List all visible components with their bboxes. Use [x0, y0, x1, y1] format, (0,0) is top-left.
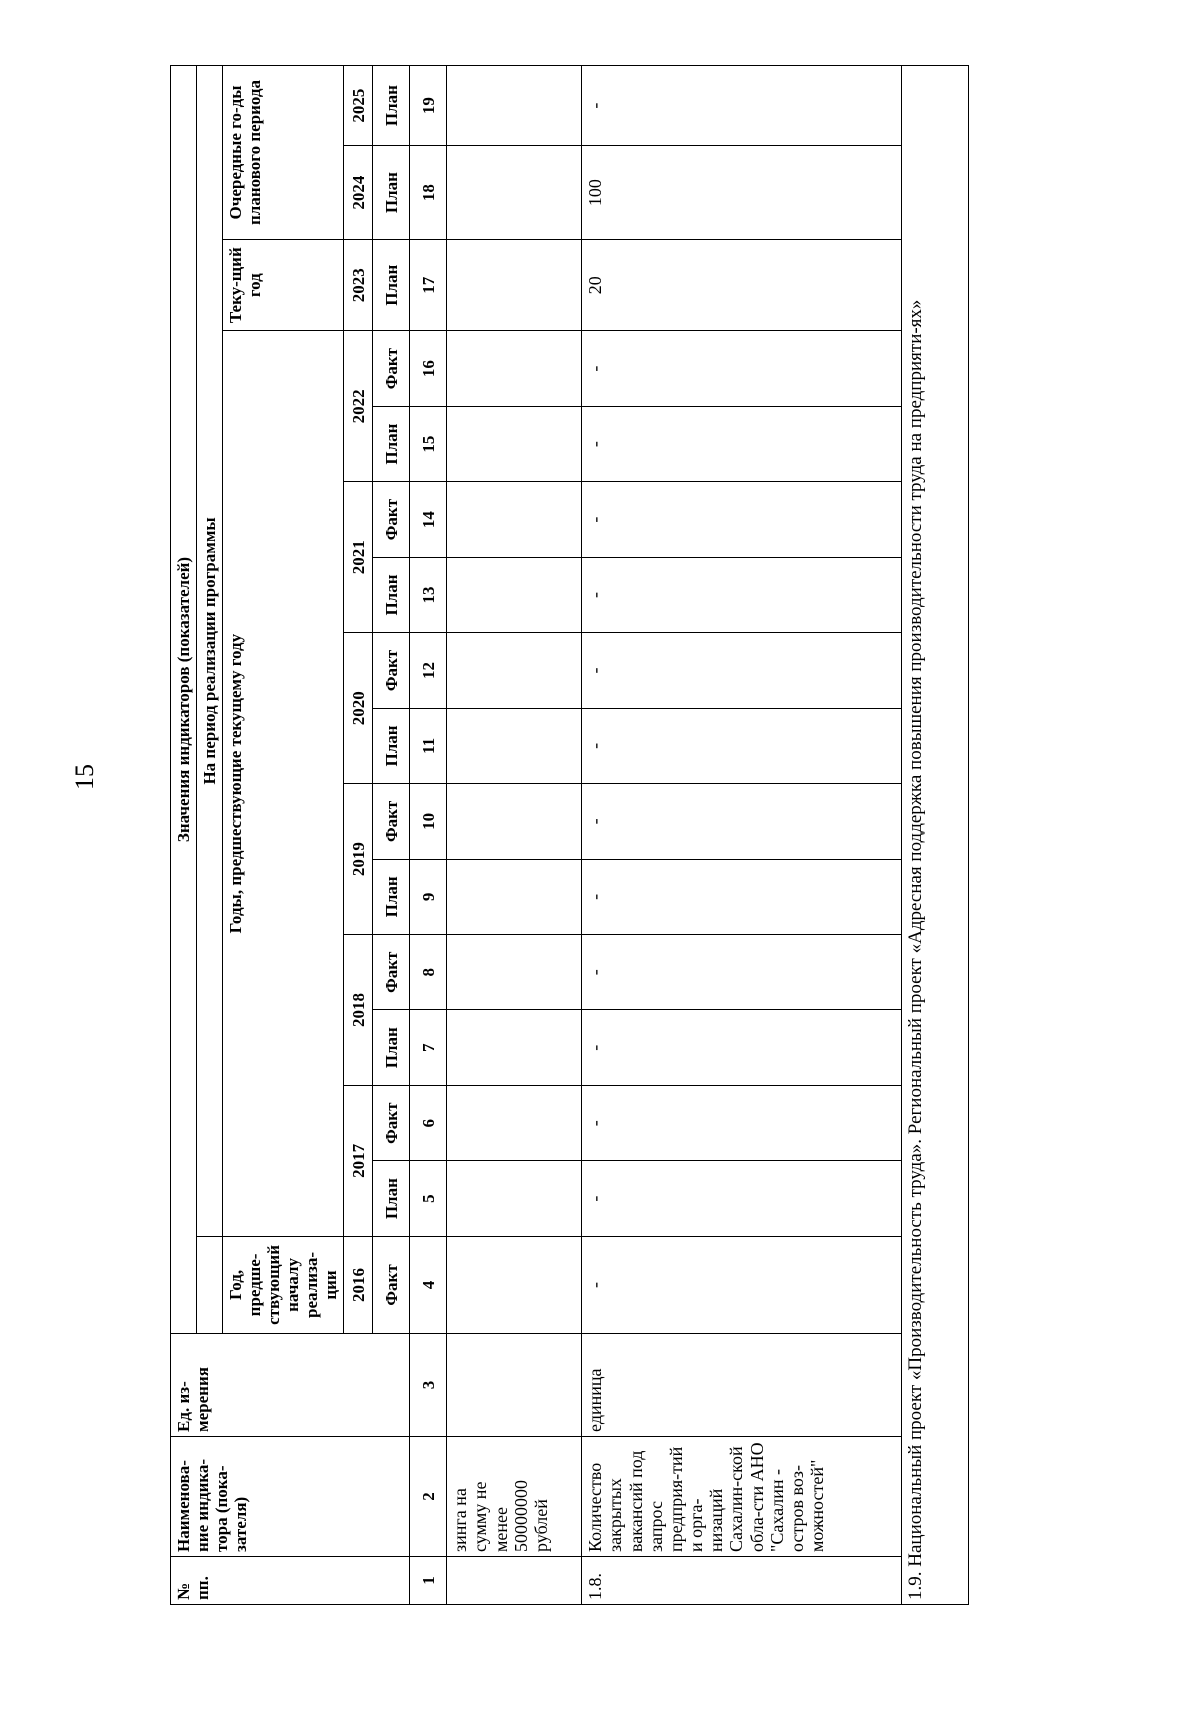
plan-header: План	[373, 406, 410, 481]
value-cell: -	[582, 557, 902, 632]
plan-header: План	[373, 557, 410, 632]
value-cell: -	[582, 1161, 902, 1236]
year-header: 2022	[344, 331, 373, 482]
indicator-name: Количество закрытых вакансий под запрос предприя-тий и орга-низаций Сахалин-ской обла-сти АНО "Сахалин - остров воз-можностей"	[582, 1436, 902, 1556]
fact-header: Факт	[373, 1236, 410, 1333]
fact-header: Факт	[373, 633, 410, 708]
value-cell: 100	[582, 146, 902, 240]
column-number: 15	[410, 406, 447, 481]
value-cell	[447, 1010, 582, 1085]
value-cell: -	[582, 859, 902, 934]
plan-header: План	[373, 66, 410, 146]
value-cell: 20	[582, 239, 902, 330]
current-year-header: Теку-щий год	[223, 239, 344, 330]
column-number: 12	[410, 633, 447, 708]
value-cell	[447, 557, 582, 632]
next-years-header: Очередные го-ды планового периода	[223, 66, 344, 240]
value-cell	[447, 406, 582, 481]
plan-header: План	[373, 708, 410, 783]
page-number: 15	[70, 764, 99, 790]
table-row	[582, 66, 902, 1605]
plan-header: План	[373, 859, 410, 934]
column-number: 14	[410, 482, 447, 557]
column-number: 13	[410, 557, 447, 632]
col-name-header: Наименова-ние индика-тора (пока-зателя)	[171, 1436, 410, 1556]
plan-header: План	[373, 1161, 410, 1236]
value-cell	[447, 633, 582, 708]
value-cell: -	[582, 1085, 902, 1160]
fact-header: Факт	[373, 1085, 410, 1160]
value-cell	[447, 1085, 582, 1160]
column-number: 2	[410, 1436, 447, 1556]
value-cell	[447, 239, 582, 330]
year-header: 2019	[344, 784, 373, 935]
value-cell	[447, 66, 582, 146]
section-row	[902, 66, 969, 1605]
indicators-group-header: Значения индикаторов (показателей)	[171, 66, 197, 1334]
value-cell	[447, 1161, 582, 1236]
value-cell: -	[582, 1236, 902, 1333]
indicator-name: зинга на сумму не менее 50000000 рублей	[447, 1436, 582, 1556]
year-header: 2020	[344, 633, 373, 784]
section-title: 1.9. Национальный проект «Производительность труда». Региональный проект «Адресная поддержка повышения производительности труда на предприяти-ях»	[902, 66, 969, 1605]
fact-header: Факт	[373, 482, 410, 557]
col-no-header: № пп.	[171, 1556, 410, 1604]
fact-header: Факт	[373, 784, 410, 859]
year-header: 2024	[344, 146, 373, 240]
column-number: 1	[410, 1556, 447, 1604]
year-header: 2023	[344, 239, 373, 330]
year-header: 2025	[344, 66, 373, 146]
value-cell	[447, 482, 582, 557]
column-numbers-row	[410, 66, 447, 1605]
value-cell	[447, 935, 582, 1010]
column-number: 9	[410, 859, 447, 934]
year-header: 2021	[344, 482, 373, 633]
value-cell: -	[582, 708, 902, 783]
indicator-unit	[447, 1334, 582, 1437]
value-cell: -	[582, 331, 902, 406]
value-cell: -	[582, 66, 902, 146]
plan-header: План	[373, 1010, 410, 1085]
indicator-table-sheet	[170, 65, 1020, 1605]
value-cell	[447, 331, 582, 406]
column-number: 4	[410, 1236, 447, 1333]
prev-years-header: Годы, предшествующие текущему году	[223, 331, 344, 1236]
value-cell: -	[582, 784, 902, 859]
column-number: 7	[410, 1010, 447, 1085]
value-cell	[447, 784, 582, 859]
value-cell	[447, 1236, 582, 1333]
column-number: 10	[410, 784, 447, 859]
column-number: 17	[410, 239, 447, 330]
column-number: 16	[410, 331, 447, 406]
value-cell	[447, 708, 582, 783]
year-header: 2016	[344, 1236, 373, 1333]
row-number	[447, 1556, 582, 1604]
value-cell: -	[582, 633, 902, 708]
indicator-unit: единица	[582, 1334, 902, 1437]
column-number: 11	[410, 708, 447, 783]
column-number: 5	[410, 1161, 447, 1236]
row-number: 1.8.	[582, 1556, 902, 1604]
table-row	[447, 66, 582, 1605]
col-unit-header: Ед. из-мерения	[171, 1334, 410, 1437]
column-number: 6	[410, 1085, 447, 1160]
value-cell: -	[582, 935, 902, 1010]
plan-header: План	[373, 239, 410, 330]
column-number: 8	[410, 935, 447, 1010]
fact-header: Факт	[373, 331, 410, 406]
value-cell: -	[582, 406, 902, 481]
period-header: На период реализации программы	[197, 66, 223, 1237]
column-number: 19	[410, 66, 447, 146]
blank-header-cell	[197, 1236, 223, 1333]
prev-year-header: Год, предше-ствующий началу реализа-ции	[223, 1236, 344, 1333]
column-number: 18	[410, 146, 447, 240]
value-cell	[447, 146, 582, 240]
column-number: 3	[410, 1334, 447, 1437]
value-cell: -	[582, 482, 902, 557]
indicator-table	[170, 65, 969, 1605]
year-header: 2017	[344, 1085, 373, 1236]
value-cell: -	[582, 1010, 902, 1085]
year-header: 2018	[344, 935, 373, 1086]
value-cell	[447, 859, 582, 934]
fact-header: Факт	[373, 935, 410, 1010]
plan-header: План	[373, 146, 410, 240]
